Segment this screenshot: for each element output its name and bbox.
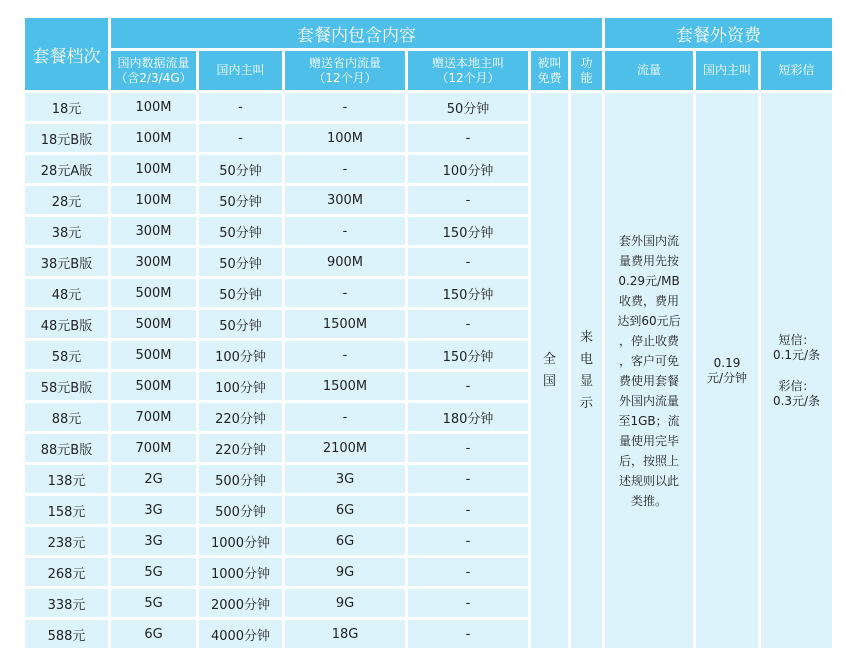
cell-callee-free bbox=[531, 93, 568, 648]
cell-province-traffic: 3G bbox=[285, 465, 405, 493]
note-line: 达到60元后 bbox=[617, 313, 681, 328]
note-line: 量费用先按 bbox=[619, 253, 680, 268]
header-data-traffic bbox=[111, 51, 196, 90]
cell-local-calls: - bbox=[408, 310, 528, 338]
header-sms: 短彩信 bbox=[761, 51, 832, 90]
cell-local-calls: - bbox=[408, 124, 528, 152]
cell-calls: 220分钟 bbox=[199, 434, 282, 462]
cell-calls: 4000分钟 bbox=[199, 620, 282, 648]
cell-data: 100M bbox=[111, 124, 196, 152]
cell-province-traffic: - bbox=[285, 217, 405, 245]
cell-calls: 50分钟 bbox=[199, 248, 282, 276]
cell-province-traffic: - bbox=[285, 279, 405, 307]
cell-calls: - bbox=[199, 124, 282, 152]
note-line: 套外国内流 bbox=[619, 233, 680, 248]
cell-tier: 28元A版 bbox=[25, 155, 108, 183]
plan-table-body bbox=[25, 93, 832, 648]
cell-tier: 18元 bbox=[25, 93, 108, 121]
cell-sms-price bbox=[761, 93, 832, 648]
cell-tier: 28元 bbox=[25, 186, 108, 214]
cell-tier: 588元 bbox=[25, 620, 108, 648]
header-province-traffic bbox=[285, 51, 405, 90]
cell-tier: 58元B版 bbox=[25, 372, 108, 400]
plan-table bbox=[22, 15, 835, 651]
cell-province-traffic: 18G bbox=[285, 620, 405, 648]
feature-char: 电 bbox=[580, 351, 594, 367]
header-extra-calls: 国内主叫 bbox=[696, 51, 758, 90]
cell-calls: 50分钟 bbox=[199, 310, 282, 338]
cell-data: 500M bbox=[111, 341, 196, 369]
sms-value: 0.1元/条 bbox=[772, 347, 821, 362]
cell-local-calls: - bbox=[408, 620, 528, 648]
call-price-value: 0.19 bbox=[713, 355, 741, 370]
cell-tier: 38元 bbox=[25, 217, 108, 245]
mms-label: 彩信： bbox=[778, 378, 815, 393]
cell-calls: - bbox=[199, 93, 282, 121]
cell-tier: 88元 bbox=[25, 403, 108, 431]
cell-data: 100M bbox=[111, 155, 196, 183]
cell-data: 300M bbox=[111, 217, 196, 245]
cell-data: 700M bbox=[111, 434, 196, 462]
cell-local-calls: 150分钟 bbox=[408, 279, 528, 307]
cell-calls: 50分钟 bbox=[199, 279, 282, 307]
cell-province-traffic: 100M bbox=[285, 124, 405, 152]
note-line: 至1GB；流 bbox=[618, 413, 680, 428]
cell-local-calls: 150分钟 bbox=[408, 341, 528, 369]
cell-province-traffic: 2100M bbox=[285, 434, 405, 462]
callee-char: 国 bbox=[542, 373, 556, 389]
cell-feature bbox=[571, 93, 602, 648]
cell-province-traffic: 900M bbox=[285, 248, 405, 276]
cell-data: 500M bbox=[111, 279, 196, 307]
cell-local-calls: 100分钟 bbox=[408, 155, 528, 183]
cell-local-calls: - bbox=[408, 434, 528, 462]
note-line: 费使用套餐 bbox=[619, 373, 680, 388]
feature-char: 来 bbox=[580, 329, 594, 345]
cell-data: 2G bbox=[111, 465, 196, 493]
cell-province-traffic: 6G bbox=[285, 527, 405, 555]
cell-tier: 238元 bbox=[25, 527, 108, 555]
note-line: 收费，费用 bbox=[619, 293, 680, 308]
cell-province-traffic: 1500M bbox=[285, 310, 405, 338]
note-line: ，停止收费 bbox=[619, 333, 680, 348]
cell-data: 500M bbox=[111, 372, 196, 400]
note-line: ，客户可免 bbox=[619, 353, 680, 368]
cell-calls: 50分钟 bbox=[199, 217, 282, 245]
cell-calls: 500分钟 bbox=[199, 465, 282, 493]
header-local-calls bbox=[408, 51, 528, 90]
cell-tier: 58元 bbox=[25, 341, 108, 369]
cell-calls: 1000分钟 bbox=[199, 558, 282, 586]
header-callee-line1: 被叫 bbox=[537, 55, 562, 70]
header-extra-group: 套餐外资费 bbox=[605, 18, 832, 48]
cell-local-calls: - bbox=[408, 558, 528, 586]
cell-province-traffic: - bbox=[285, 341, 405, 369]
note-line: 述规则以此 bbox=[619, 473, 680, 488]
cell-tier: 48元B版 bbox=[25, 310, 108, 338]
header-domestic-calls: 国内主叫 bbox=[199, 51, 282, 90]
feature-char: 示 bbox=[580, 395, 594, 411]
cell-calls: 2000分钟 bbox=[199, 589, 282, 617]
cell-province-traffic: 1500M bbox=[285, 372, 405, 400]
cell-tier: 268元 bbox=[25, 558, 108, 586]
header-extra-traffic: 流量 bbox=[605, 51, 693, 90]
note-line: 量使用完毕 bbox=[619, 433, 680, 448]
cell-data: 100M bbox=[111, 93, 196, 121]
header-prov-line1: 赠送省内流量 bbox=[308, 55, 381, 70]
header-data-line2: （含2/3/4G） bbox=[115, 70, 192, 85]
cell-traffic-note bbox=[605, 93, 693, 648]
cell-local-calls: 180分钟 bbox=[408, 403, 528, 431]
header-included-group: 套餐内包含内容 bbox=[111, 18, 602, 48]
cell-data: 5G bbox=[111, 558, 196, 586]
header-local-line1: 赠送本地主叫 bbox=[431, 55, 504, 70]
header-feature bbox=[571, 51, 602, 90]
cell-local-calls: - bbox=[408, 186, 528, 214]
cell-call-price bbox=[696, 93, 758, 648]
cell-data: 6G bbox=[111, 620, 196, 648]
cell-province-traffic: 9G bbox=[285, 558, 405, 586]
header-data-line1: 国内数据流量 bbox=[117, 55, 190, 70]
cell-local-calls: - bbox=[408, 248, 528, 276]
cell-tier: 138元 bbox=[25, 465, 108, 493]
feature-char: 显 bbox=[580, 373, 594, 389]
cell-data: 300M bbox=[111, 248, 196, 276]
cell-province-traffic: - bbox=[285, 403, 405, 431]
cell-data: 500M bbox=[111, 310, 196, 338]
cell-province-traffic: 300M bbox=[285, 186, 405, 214]
cell-data: 3G bbox=[111, 496, 196, 524]
cell-province-traffic: 9G bbox=[285, 589, 405, 617]
cell-tier: 48元 bbox=[25, 279, 108, 307]
callee-char: 全 bbox=[542, 351, 556, 367]
table-row bbox=[25, 93, 832, 121]
header-feature-line2: 能 bbox=[580, 70, 593, 85]
header-tier: 套餐档次 bbox=[25, 18, 108, 90]
cell-tier: 88元B版 bbox=[25, 434, 108, 462]
note-line: 类推。 bbox=[631, 493, 668, 508]
cell-data: 5G bbox=[111, 589, 196, 617]
cell-local-calls: - bbox=[408, 465, 528, 493]
cell-local-calls: - bbox=[408, 589, 528, 617]
call-price-unit: 元/分钟 bbox=[707, 370, 748, 385]
header-callee-line2: 免费 bbox=[537, 70, 562, 85]
cell-calls: 220分钟 bbox=[199, 403, 282, 431]
cell-calls: 50分钟 bbox=[199, 186, 282, 214]
header-prov-line2: （12个月） bbox=[313, 70, 377, 85]
note-line: 外国内流量 bbox=[619, 393, 680, 408]
note-line: 后，按照上 bbox=[619, 453, 680, 468]
header-callee-free bbox=[531, 51, 568, 90]
cell-local-calls: 50分钟 bbox=[408, 93, 528, 121]
header-feature-line1: 功 bbox=[580, 55, 593, 70]
cell-data: 3G bbox=[111, 527, 196, 555]
cell-tier: 338元 bbox=[25, 589, 108, 617]
cell-tier: 38元B版 bbox=[25, 248, 108, 276]
cell-local-calls: - bbox=[408, 372, 528, 400]
cell-province-traffic: - bbox=[285, 93, 405, 121]
cell-tier: 158元 bbox=[25, 496, 108, 524]
cell-calls: 100分钟 bbox=[199, 341, 282, 369]
cell-calls: 100分钟 bbox=[199, 372, 282, 400]
header-local-line2: （12个月） bbox=[436, 70, 500, 85]
cell-province-traffic: 6G bbox=[285, 496, 405, 524]
cell-calls: 500分钟 bbox=[199, 496, 282, 524]
cell-local-calls: 150分钟 bbox=[408, 217, 528, 245]
sms-label: 短信： bbox=[778, 332, 815, 347]
mms-value: 0.3元/条 bbox=[772, 393, 821, 408]
cell-data: 100M bbox=[111, 186, 196, 214]
cell-calls: 1000分钟 bbox=[199, 527, 282, 555]
note-line: 0.29元/MB bbox=[618, 273, 680, 288]
cell-local-calls: - bbox=[408, 496, 528, 524]
cell-data: 700M bbox=[111, 403, 196, 431]
cell-tier: 18元B版 bbox=[25, 124, 108, 152]
cell-local-calls: - bbox=[408, 527, 528, 555]
cell-province-traffic: - bbox=[285, 155, 405, 183]
cell-calls: 50分钟 bbox=[199, 155, 282, 183]
